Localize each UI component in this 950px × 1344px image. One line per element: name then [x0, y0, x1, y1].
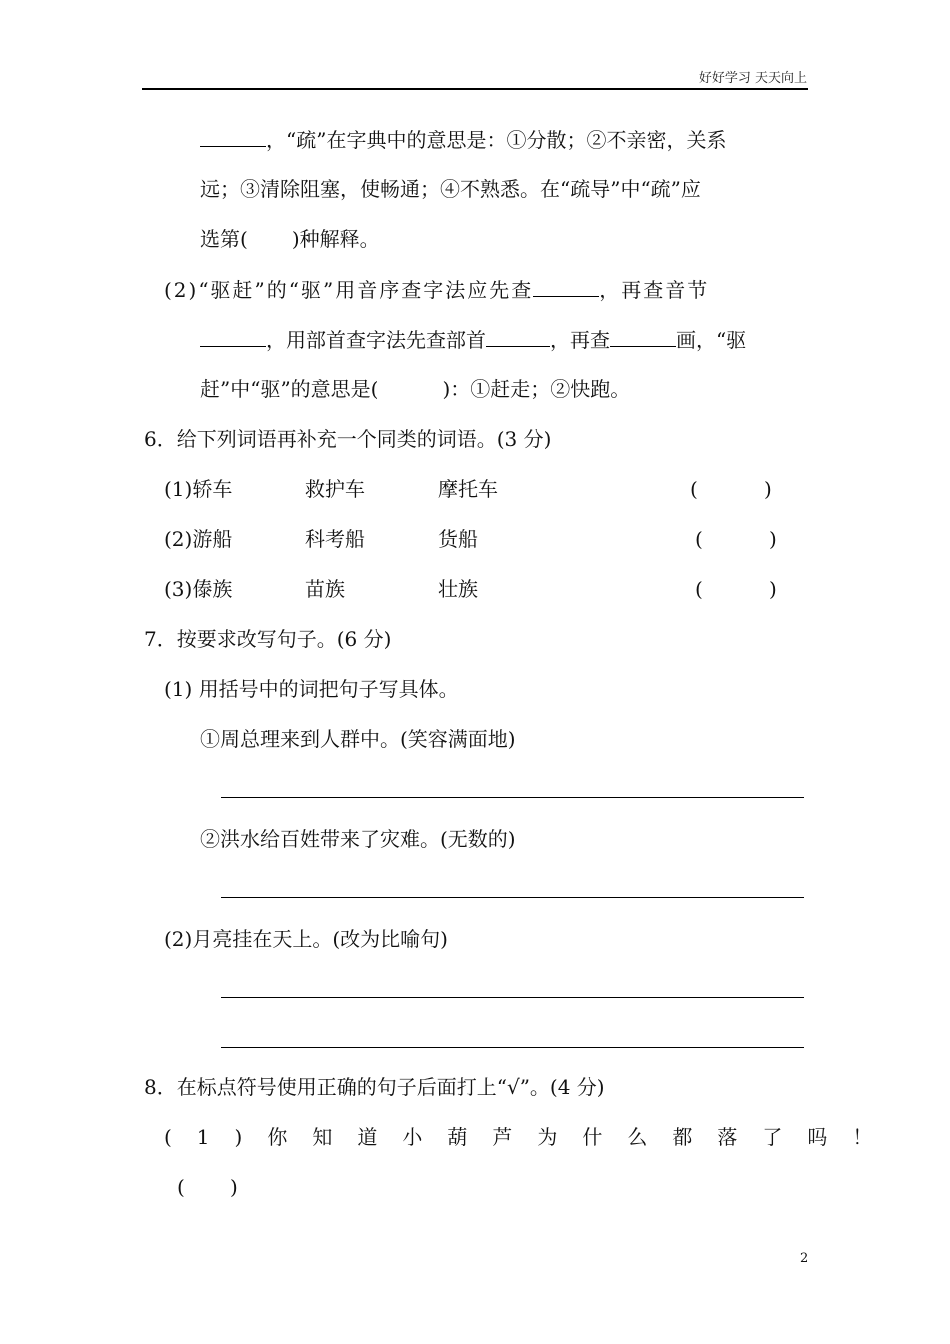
- q5-part2-line-2-b: ，再查: [550, 328, 610, 352]
- q5-part2-line-2-a: ，用部首查字法先查部首: [266, 328, 486, 352]
- answer-writing-line[interactable]: [221, 997, 804, 998]
- q5-line-3-start: 选第(: [200, 227, 248, 251]
- q6-row-1-paren-close: ): [764, 477, 772, 501]
- q8-sentence-1-paren-open: (: [177, 1175, 185, 1199]
- answer-blank[interactable]: [486, 326, 550, 347]
- q7-part2-title: (2)月亮挂在天上。(改为比喻句): [164, 927, 448, 951]
- answer-blank[interactable]: [533, 276, 599, 297]
- q8-title: 8．在标点符号使用正确的句子后面打上“√”。(4 分): [144, 1075, 605, 1099]
- q5-part2-line-2-c: 画，“驱: [676, 328, 747, 352]
- q5-part2-line-3-end: )：①赶走；②快跑。: [442, 377, 631, 401]
- q5-line-2: 远；③清除阻塞，使畅通；④不熟悉。在“疏导”中“疏”应: [200, 177, 701, 201]
- page-header-motto: 好好学习 天天向上: [698, 71, 807, 86]
- header-divider: [142, 88, 808, 90]
- q8-sentence-1-paren-close: ): [230, 1175, 238, 1199]
- q6-row-2-word-2: 科考船: [305, 527, 365, 551]
- q6-row-2-label: (2)游船: [164, 527, 233, 551]
- page-number: 2: [800, 1251, 809, 1266]
- q5-part2-line-1: [164, 276, 709, 303]
- q5-line-3-end: )种解释。: [291, 227, 380, 251]
- q5-part2-line-3-start: 赶”中“驱”的意思是(: [200, 377, 379, 401]
- q5-part2-line-2: [200, 326, 746, 353]
- q6-row-1-paren-open: (: [690, 477, 698, 501]
- q5-line-3: [200, 226, 380, 252]
- q6-row-3-paren-close: ): [769, 577, 777, 601]
- q6-row-1-word-2: 救护车: [305, 477, 365, 501]
- q6-title: 6．给下列词语再补充一个同类的词语。(3 分): [144, 427, 552, 451]
- q8-sentence-1-answer[interactable]: [188, 1174, 228, 1200]
- answer-blank[interactable]: [200, 326, 266, 347]
- q6-row-2-paren-close: ): [769, 527, 777, 551]
- q6-row-2-answer[interactable]: [707, 526, 765, 552]
- q5-part2-line-3: [200, 376, 630, 402]
- q7-title: 7．按要求改写句子。(6 分): [144, 627, 392, 651]
- q6-row-3-label: (3)傣族: [164, 577, 233, 601]
- q6-row-3-paren-open: (: [695, 577, 703, 601]
- q6-row-2-word-3: 货船: [438, 527, 478, 551]
- q6-row-3-answer[interactable]: [707, 576, 765, 602]
- q6-row-1-label: (1)轿车: [164, 477, 233, 501]
- answer-writing-line[interactable]: [221, 797, 804, 798]
- q5-part2-line-1-end: ，再查音节: [599, 278, 710, 302]
- q5-part2-line-1-start: (2)“驱赶”的“驱”用音序查字法应先查: [164, 278, 534, 302]
- q7-part1-sentence-1: ①周总理来到人群中。(笑容满面地): [200, 727, 516, 751]
- q7-part1-title: (1) 用括号中的词把句子写具体。: [164, 677, 459, 701]
- q6-row-3-word-2: 苗族: [305, 577, 345, 601]
- q6-row-1-answer[interactable]: [702, 476, 760, 502]
- answer-writing-line[interactable]: [221, 1047, 804, 1048]
- q6-row-2-paren-open: (: [695, 527, 703, 551]
- answer-blank[interactable]: [200, 126, 266, 147]
- q6-row-3-word-3: 壮族: [438, 577, 478, 601]
- q6-row-1-word-3: 摩托车: [438, 477, 498, 501]
- answer-writing-line[interactable]: [221, 897, 804, 898]
- q7-part1-sentence-2: ②洪水给百姓带来了灾难。(无数的): [200, 827, 516, 851]
- q8-sentence-1: (1)你知道小葫芦为什么都落了吗！: [164, 1125, 898, 1149]
- answer-blank[interactable]: [610, 326, 676, 347]
- q5-line-1: [200, 126, 726, 153]
- q5-line-1-text: ，“疏”在字典中的意思是：①分散；②不亲密，关系: [266, 128, 727, 152]
